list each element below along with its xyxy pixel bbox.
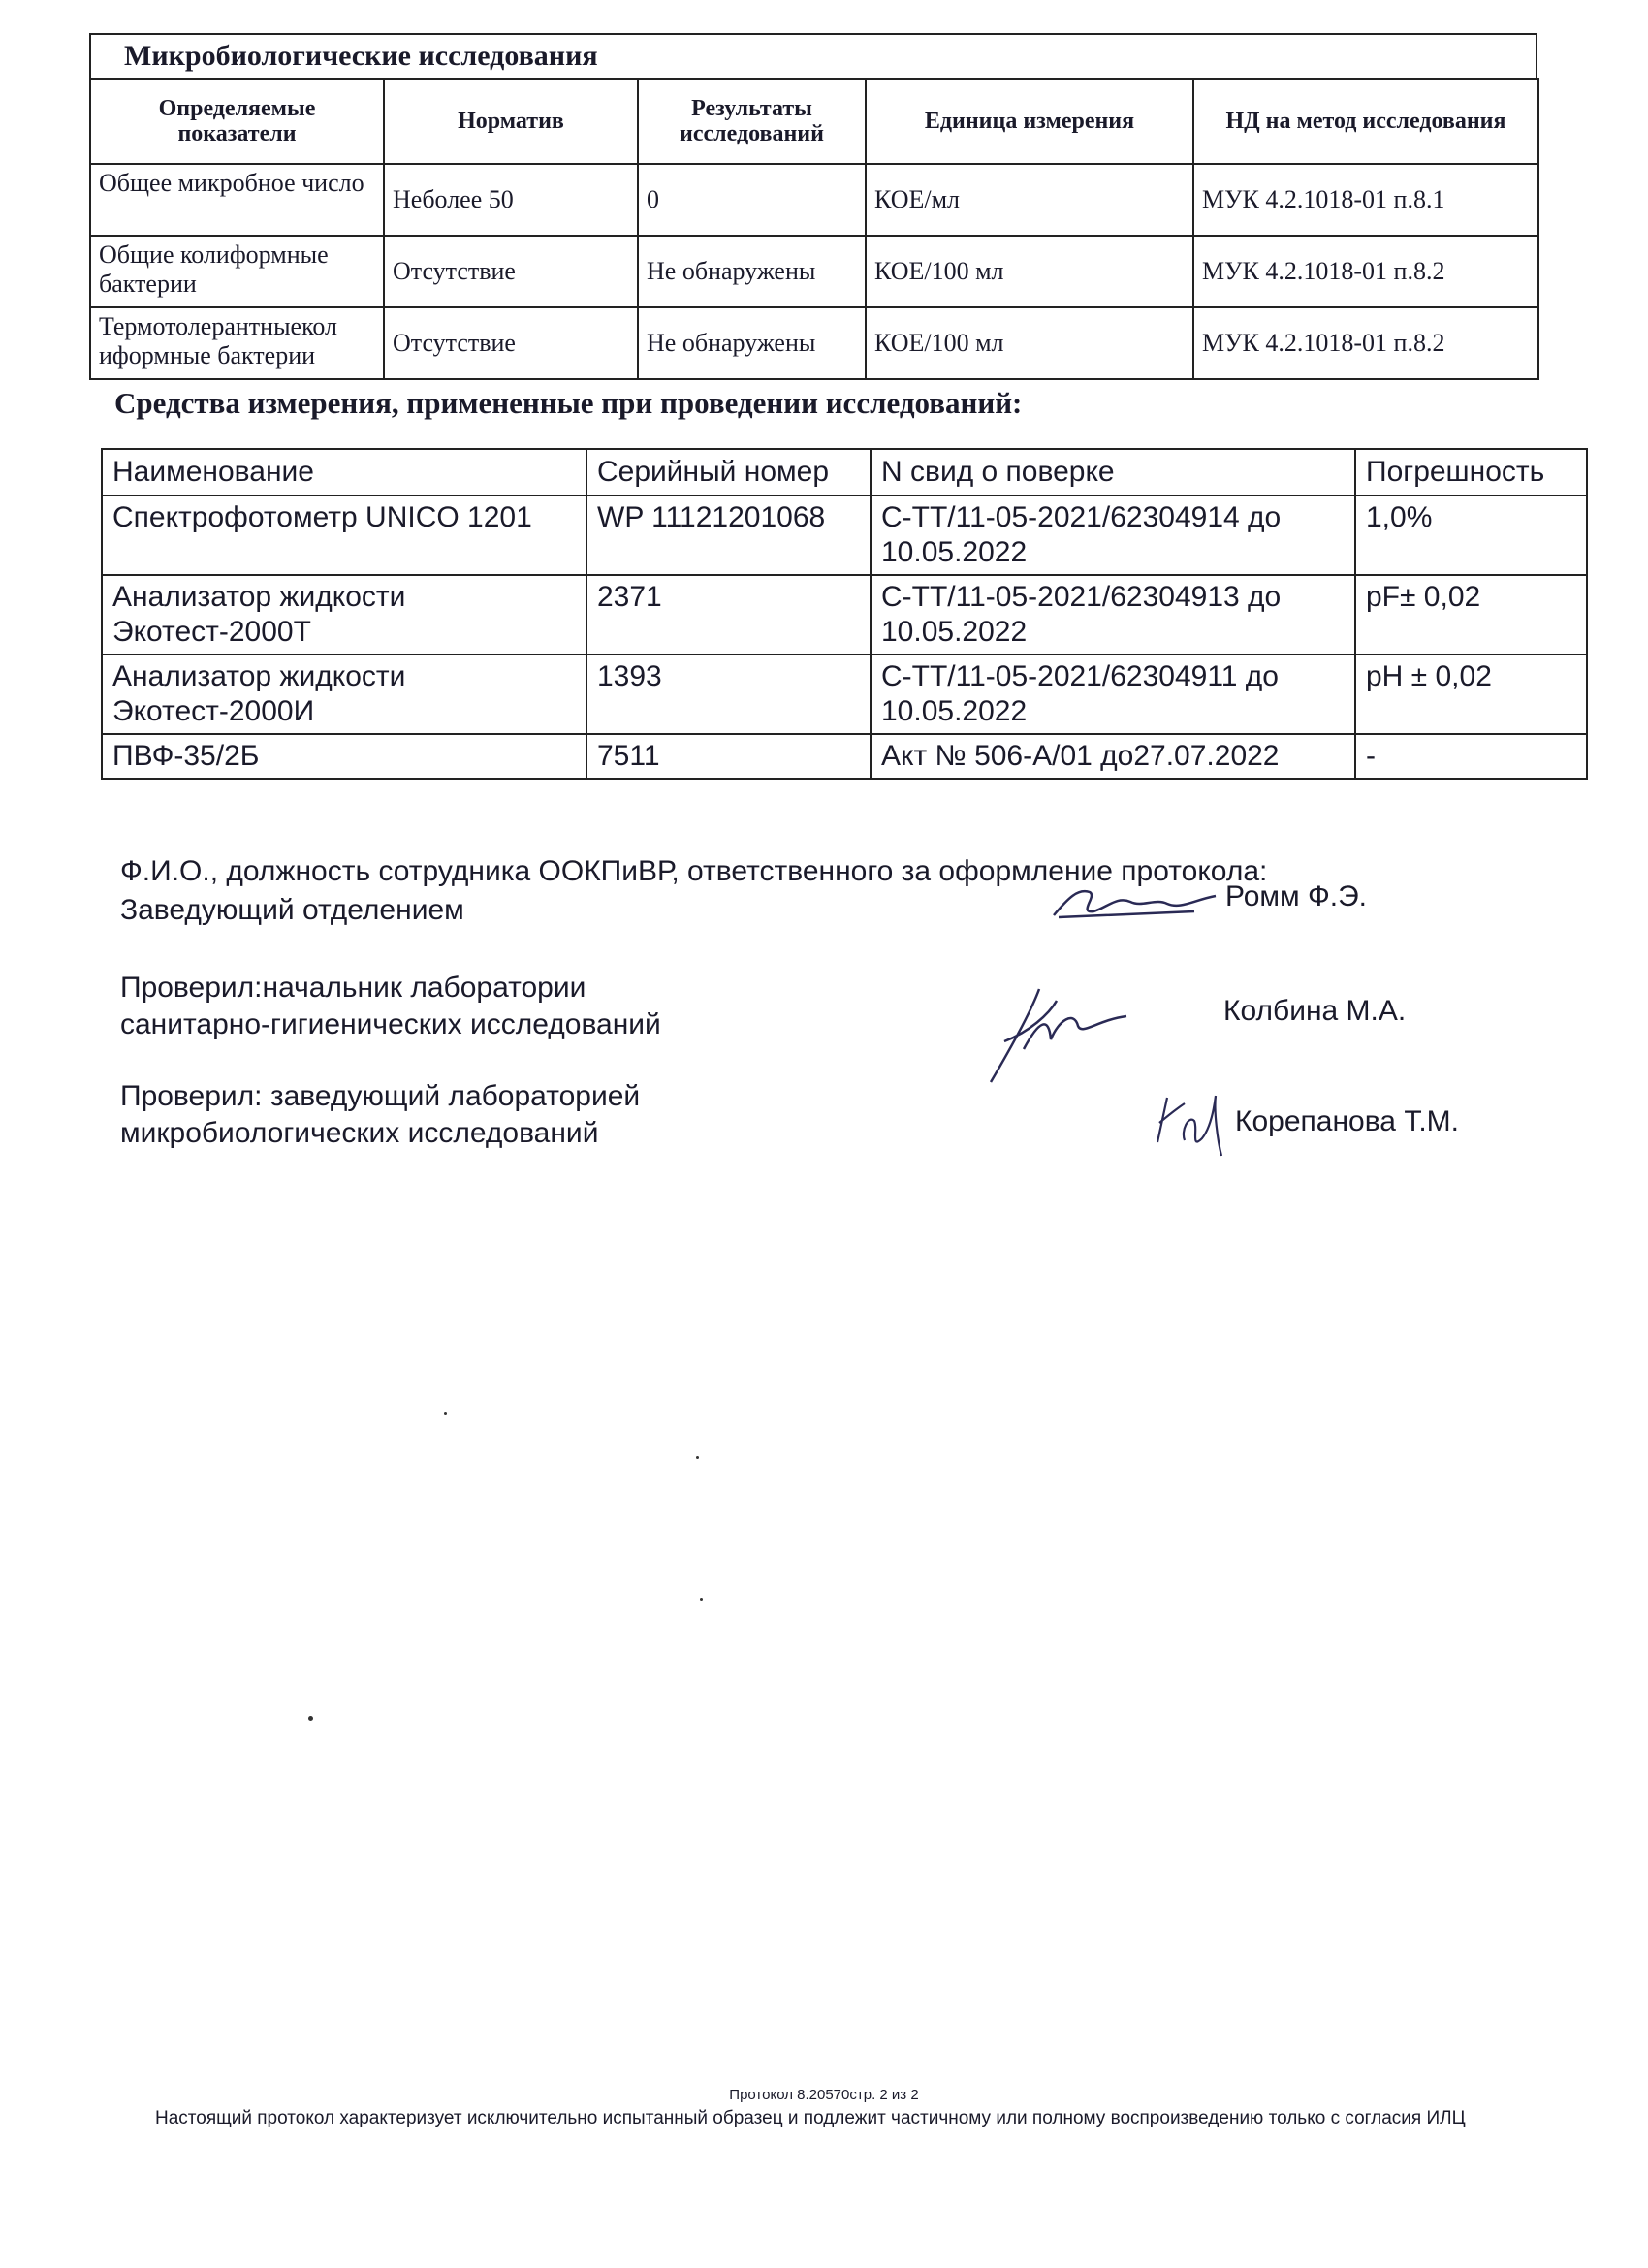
- measurement-cell: 7511: [586, 734, 871, 779]
- checker2-name: Корепанова Т.М.: [1235, 1105, 1459, 1137]
- signature-kolbina: [981, 981, 1136, 1088]
- measurement-table: [101, 448, 1588, 780]
- micro-cell: КОЕ/100 мл: [866, 307, 1193, 379]
- measurement-cell: Анализатор жидкости Экотест-2000И: [102, 655, 586, 734]
- measurement-cell: Анализатор жидкости Экотест-2000Т: [102, 575, 586, 655]
- micro-cell: Неболее 50: [384, 164, 638, 236]
- micro-cell: Отсутствие: [384, 236, 638, 307]
- micro-header-cell: Норматив: [384, 79, 638, 164]
- responsible-title: Заведующий отделением: [120, 894, 464, 926]
- checker2-title-line1: Проверил: заведующий лабораторией: [120, 1080, 641, 1112]
- measurement-cell: WP 11121201068: [586, 495, 871, 575]
- micro-row: [90, 307, 1538, 379]
- responsible-line: Ф.И.О., должность сотрудника ООКПиВР, ответственного за оформление протокола:: [120, 855, 1268, 887]
- measurement-row: [102, 734, 1587, 779]
- micro-table: [89, 78, 1539, 380]
- micro-section: [89, 33, 1537, 380]
- micro-cell: Термотолерантныекол иформные бактерии: [90, 307, 384, 379]
- micro-cell: КОЕ/100 мл: [866, 236, 1193, 307]
- checker1-name: Колбина М.А.: [1223, 995, 1407, 1027]
- micro-cell: МУК 4.2.1018-01 п.8.1: [1193, 164, 1538, 236]
- measurement-cell: 1,0%: [1355, 495, 1587, 575]
- scan-speck: [696, 1456, 699, 1459]
- micro-header-row: [90, 79, 1538, 164]
- checker1-title-line2: санитарно-гигиенических исследований: [120, 1008, 661, 1040]
- micro-cell: Не обнаружены: [638, 307, 866, 379]
- measurement-header-cell: N свид о поверке: [871, 449, 1355, 495]
- micro-cell: Не обнаружены: [638, 236, 866, 307]
- micro-header-cell: Определяемые показатели: [90, 79, 384, 164]
- micro-cell: МУК 4.2.1018-01 п.8.2: [1193, 236, 1538, 307]
- checker1-title-line1: Проверил:начальник лаборатории: [120, 972, 586, 1004]
- measurement-row: [102, 655, 1587, 734]
- scan-speck: [308, 1716, 313, 1721]
- micro-cell: Отсутствие: [384, 307, 638, 379]
- measurement-cell: С-ТТ/11-05-2021/62304913 до 10.05.2022: [871, 575, 1355, 655]
- scan-speck: [700, 1598, 703, 1601]
- measurement-cell: pF± 0,02: [1355, 575, 1587, 655]
- footer-note: Настоящий протокол характеризует исключительно испытанный образец и подлежит частичному или полному воспроизведению только с согласия ИЛЦ: [155, 2108, 1466, 2128]
- micro-cell: Общее микробное число: [90, 164, 384, 236]
- micro-cell: 0: [638, 164, 866, 236]
- measurement-cell: 2371: [586, 575, 871, 655]
- micro-header-cell: Единица измерения: [866, 79, 1193, 164]
- scan-speck: [444, 1412, 447, 1415]
- micro-header-cell: Результаты исследований: [638, 79, 866, 164]
- measurement-cell: Спектрофотометр UNICO 1201: [102, 495, 586, 575]
- micro-cell: МУК 4.2.1018-01 п.8.2: [1193, 307, 1538, 379]
- micro-cell: КОЕ/мл: [866, 164, 1193, 236]
- measurement-header-cell: Серийный номер: [586, 449, 871, 495]
- responsible-name: Ромм Ф.Э.: [1225, 880, 1368, 912]
- micro-row: [90, 236, 1538, 307]
- measurement-header-row: [102, 449, 1587, 495]
- measurement-row: [102, 575, 1587, 655]
- measurement-header-cell: Погрешность: [1355, 449, 1587, 495]
- measurement-cell: Акт № 506-А/01 до27.07.2022: [871, 734, 1355, 779]
- signature-korepanova: [1146, 1082, 1233, 1160]
- checker2-title-line2: микробиологических исследований: [120, 1117, 599, 1149]
- measurement-cell: С-ТТ/11-05-2021/62304914 до 10.05.2022: [871, 495, 1355, 575]
- measurement-cell: 1393: [586, 655, 871, 734]
- signature-romm: [1049, 878, 1223, 927]
- micro-title: Микробиологические исследования: [89, 33, 1537, 78]
- micro-row: [90, 164, 1538, 236]
- micro-header-cell: НД на метод исследования: [1193, 79, 1538, 164]
- measurement-cell: -: [1355, 734, 1587, 779]
- measurement-row: [102, 495, 1587, 575]
- footer-protocol: Протокол 8.20570стр. 2 из 2: [729, 2087, 919, 2103]
- measurement-cell: ПВФ-35/2Б: [102, 734, 586, 779]
- measurement-heading: Средства измерения, примененные при проведении исследований:: [114, 386, 1023, 420]
- measurement-cell: pH ± 0,02: [1355, 655, 1587, 734]
- micro-cell: Общие колиформные бактерии: [90, 236, 384, 307]
- measurement-header-cell: Наименование: [102, 449, 586, 495]
- measurement-cell: С-ТТ/11-05-2021/62304911 до 10.05.2022: [871, 655, 1355, 734]
